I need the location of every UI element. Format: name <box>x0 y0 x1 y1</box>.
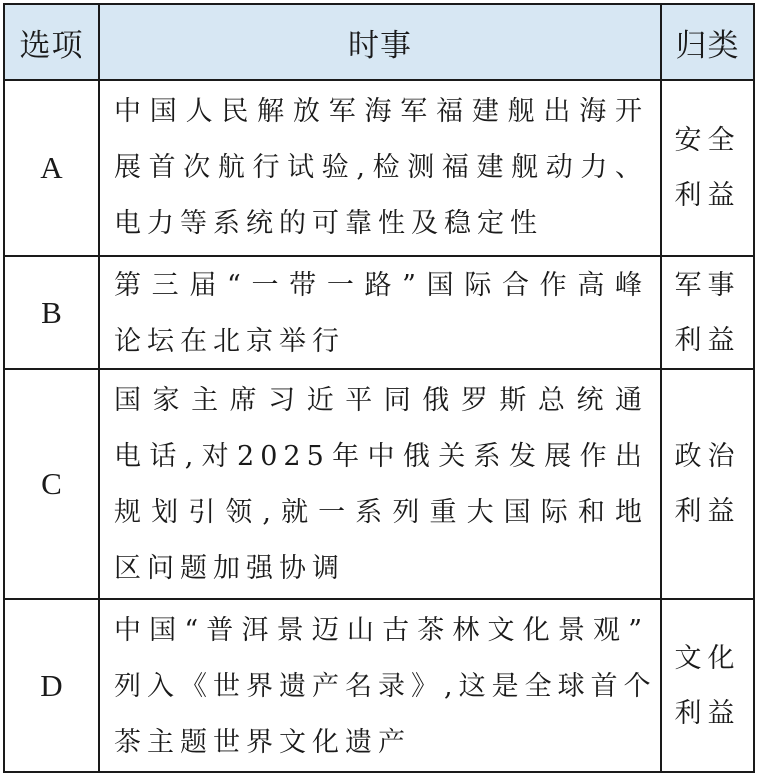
event-line: 规划引领,就一系列重大国际和地 <box>114 497 648 528</box>
header-event-label: 时事 <box>348 27 412 64</box>
event-text-d <box>114 603 657 771</box>
event-line: 中国人民解放军海军福建舰出海开 <box>114 96 648 127</box>
table-row-b <box>5 257 753 370</box>
category-line: 文化 <box>674 642 741 674</box>
event-line: 列入《世界遗产名录》,这是全球首个 <box>114 671 657 702</box>
option-cell-a <box>5 81 100 255</box>
event-line: 电力等系统的可靠性及稳定性 <box>114 208 543 239</box>
category-line: 利益 <box>674 697 741 729</box>
option-label-c: C <box>41 466 62 501</box>
event-text-a <box>114 84 648 252</box>
option-cell-c <box>5 370 100 598</box>
event-cell-c <box>100 370 662 598</box>
table-row-d <box>5 600 753 771</box>
category-cell-b <box>662 257 753 368</box>
category-cell-c <box>662 370 753 598</box>
header-event-cell <box>100 5 662 79</box>
event-line: 电话,对2025年中俄关系发展作出 <box>114 441 648 472</box>
category-line: 利益 <box>674 324 741 356</box>
event-cell-a <box>100 81 662 255</box>
category-cell-a <box>662 81 753 255</box>
option-cell-b <box>5 257 100 368</box>
event-line: 第三届“一带一路”国际合作高峰 <box>114 270 648 301</box>
header-category-cell <box>662 5 753 79</box>
category-line: 利益 <box>674 180 741 211</box>
category-cell-d <box>662 600 753 771</box>
event-text-c <box>114 373 648 597</box>
options-table <box>3 3 755 773</box>
event-line: 论坛在北京举行 <box>114 326 345 357</box>
event-line: 中国“普洱景迈山古茶林文化景观” <box>114 615 648 646</box>
event-line: 展首次航行试验,检测福建舰动力、 <box>114 152 648 183</box>
event-line: 国家主席习近平同俄罗斯总统通 <box>114 385 648 416</box>
option-label-a: A <box>40 150 63 185</box>
event-line: 区问题加强协调 <box>114 553 345 584</box>
option-label-b: B <box>41 294 62 330</box>
table-row-c <box>5 370 753 600</box>
event-text-b <box>114 258 648 370</box>
category-line: 军事 <box>674 269 741 301</box>
event-cell-b <box>100 257 662 368</box>
header-option-cell <box>5 5 100 79</box>
option-cell-d <box>5 600 100 771</box>
category-line: 安全 <box>674 125 741 156</box>
category-line: 利益 <box>674 496 741 527</box>
event-cell-d <box>100 600 662 771</box>
table-row-a <box>5 81 753 257</box>
table-header-row <box>5 5 753 81</box>
option-label-d: D <box>40 667 63 703</box>
event-line: 茶主题世界文化遗产 <box>114 727 411 758</box>
header-option-label: 选项 <box>19 27 84 64</box>
header-category-label: 归类 <box>675 27 740 64</box>
category-line: 政治 <box>674 441 741 472</box>
